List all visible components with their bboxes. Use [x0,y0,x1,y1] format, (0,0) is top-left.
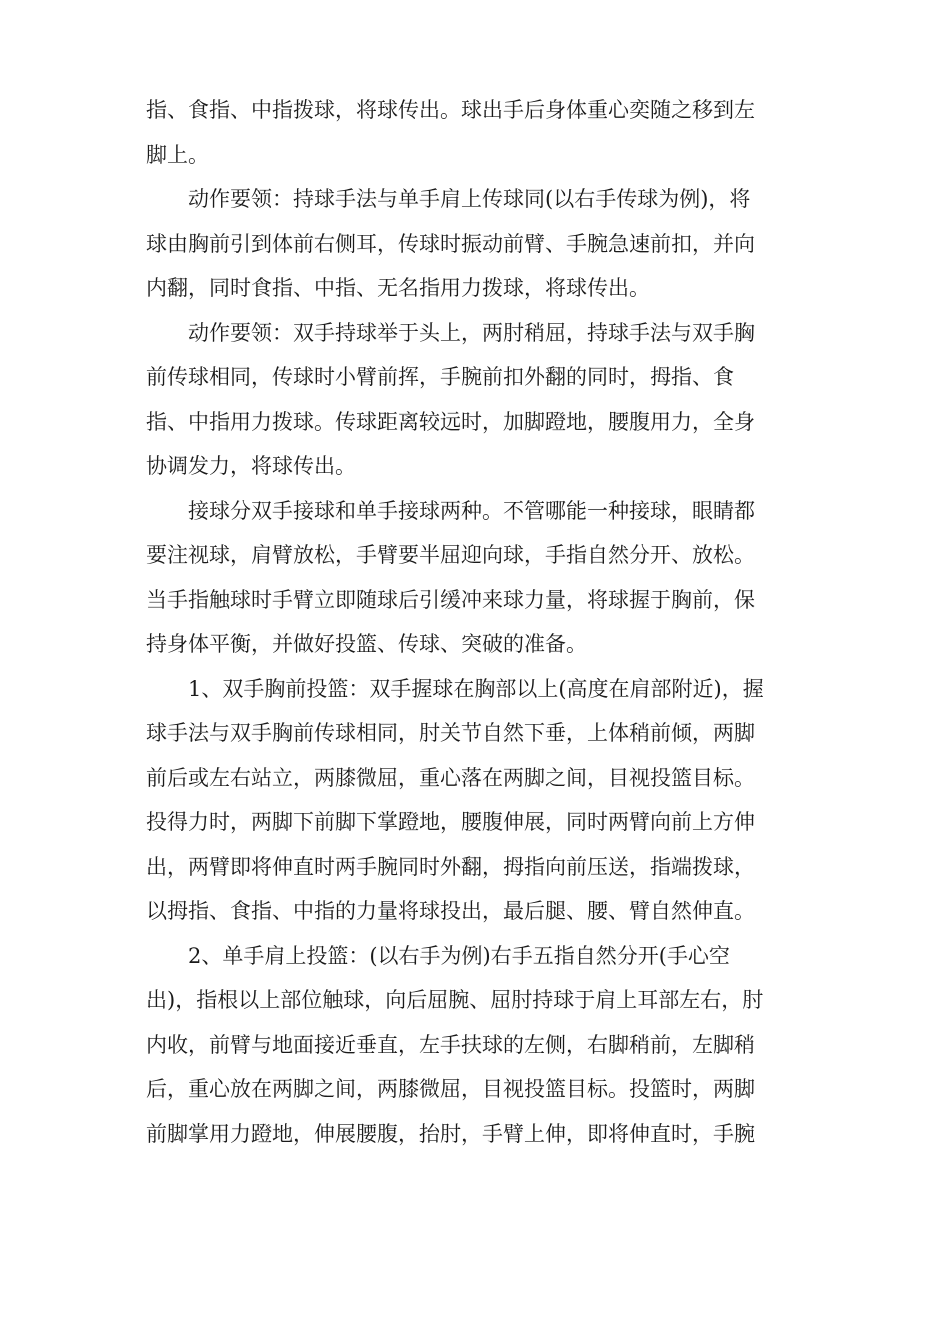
text-line: 以拇指、食指、中指的力量将球投出，最后腿、腰、臂自然伸直。 [146,899,755,923]
text-line: 内收，前臂与地面接近垂直，左手扶球的左侧，右脚稍前，左脚稍 [146,1032,755,1057]
text-line: 前脚掌用力蹬地，伸展腰腹，抬肘，手臂上伸，即将伸直时，手腕 [146,1121,755,1146]
paragraph-first-line: 1、双手胸前投篮：双手握球在胸部以上(高度在肩部附近)，握 [188,676,764,701]
paragraph-first-line: 接球分双手接球和单手接球两种。不管哪能一种接球，眼睛都 [188,498,755,523]
text-line: 当手指触球时手臂立即随球后引缓冲来球力量，将球握于胸前，保 [146,587,755,612]
text-line: 球手法与双手胸前传球相同，肘关节自然下垂，上体稍前倾，两脚 [146,721,755,745]
document-body [146,88,806,1156]
text-line: 后，重心放在两脚之间，两膝微屈，目视投篮目标。投篮时，两脚 [146,1077,755,1101]
text-line: 投得力时，两脚下前脚下掌蹬地，腰腹伸展，同时两臂向前上方伸 [146,810,755,834]
text-line: 出)，指根以上部位触球，向后屈腕、屈肘持球于肩上耳部左右，肘 [146,988,764,1012]
text-line: 要注视球，肩臂放松，手臂要半屈迎向球，手指自然分开、放松。 [146,543,755,567]
text-line: 前后或左右站立，两膝微屈，重心落在两脚之间，目视投篮目标。 [146,765,755,790]
text-line: 协调发力，将球传出。 [146,454,356,478]
text-line: 球由胸前引到体前右侧耳，传球时振动前臂、手腕急速前扣，并向 [146,231,755,256]
text-line: 出，两臂即将伸直时两手腕同时外翻，拇指向前压送，指端拨球， [146,854,755,879]
text-line: 前传球相同，传球时小臂前挥，手腕前扣外翻的同时，拇指、食 [146,365,734,389]
text-line: 指、食指、中指拨球，将球传出。球出手后身体重心奕随之移到左 [146,98,755,122]
text-line: 脚上。 [146,142,209,167]
text-line: 持身体平衡，并做好投篮、传球、突破的准备。 [146,632,587,656]
text-line: 指、中指用力拨球。传球距离较远时，加脚蹬地，腰腹用力，全身 [146,409,755,434]
paragraph-first-line: 动作要领：持球手法与单手肩上传球同(以右手传球为例)，将 [188,187,751,211]
text-line: 内翻，同时食指、中指、无名指用力拨球，将球传出。 [146,276,650,300]
paragraph-first-line: 2、单手肩上投篮：(以右手为例)右手五指自然分开(手心空 [188,943,730,968]
paragraph-first-line: 动作要领：双手持球举于头上，两肘稍屈，持球手法与双手胸 [188,320,755,345]
